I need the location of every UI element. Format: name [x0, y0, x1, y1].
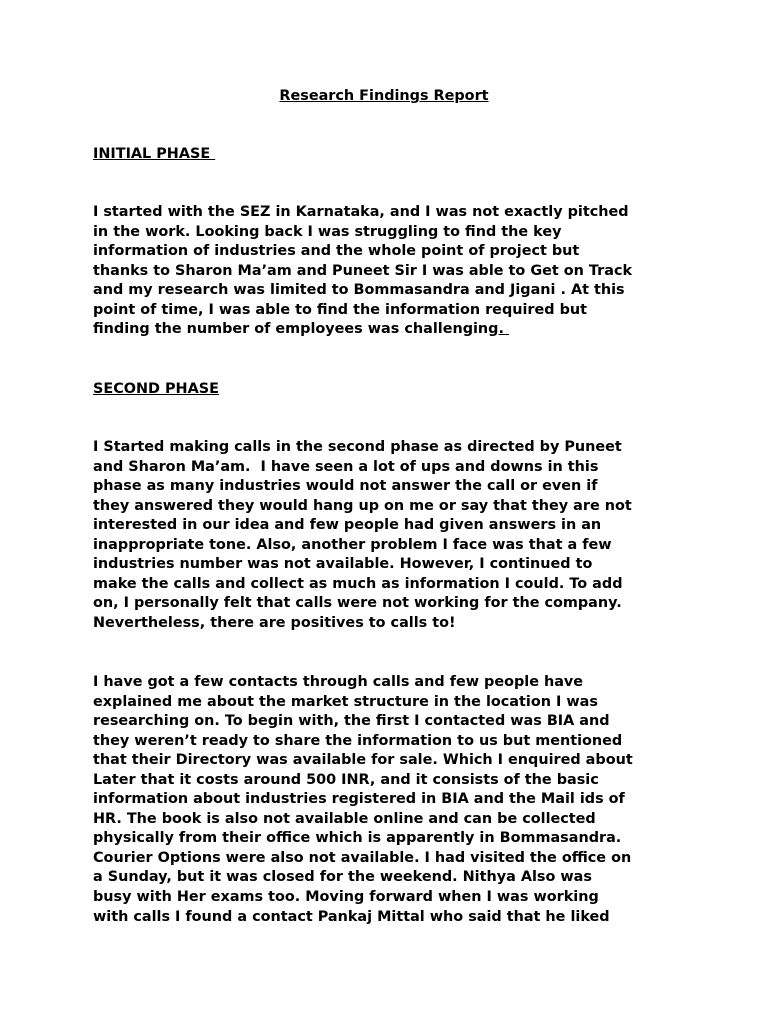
paragraph-line: physically from their office which is apparently in Bommasandra. — [93, 830, 622, 847]
section-heading-initial-phase: INITIAL PHASE — [93, 146, 216, 162]
paragraph-initial-phase — [93, 203, 683, 340]
paragraph-line: I have got a few contacts through calls and few people have — [93, 674, 584, 690]
paragraph-line: HR. The book is also not available online and can be collected — [93, 810, 596, 827]
paragraph-line: I Started making calls in the second phase as directed by Puneet — [93, 439, 622, 455]
paragraph-line: inappropriate tone. Also, another problem I face was that a few — [93, 536, 612, 553]
underlined-period: . — [498, 321, 509, 338]
paragraph-line: and Sharon Ma’am. I have seen a lot of ups and downs in this — [93, 458, 599, 475]
paragraph-line-text: finding the number of employees was challenging — [93, 321, 499, 338]
paragraph-line: thanks to Sharon Ma’am and Puneet Sir I was able to Get on Track — [93, 262, 633, 279]
section-heading-second-phase: SECOND PHASE — [93, 381, 219, 397]
paragraph-line: a Sunday, but it was closed for the weekend. Nithya Also was — [93, 869, 592, 886]
paragraph-line: phase as many industries would not answer the call or even if — [93, 478, 598, 495]
paragraph-line: busy with Her exams too. Moving forward when I was working — [93, 889, 599, 906]
paragraph-line: Later that it costs around 500 INR, and it consists of the basic — [93, 771, 599, 788]
paragraph-line: information about industries registered in BIA and the Mail ids of — [93, 791, 625, 808]
paragraph-line: on, I personally felt that calls were not working for the company. — [93, 595, 622, 612]
paragraph-line: with calls I found a contact Pankaj Mittal who said that he liked — [93, 908, 610, 925]
paragraph-line: Courier Options were also not available. I had visited the office on — [93, 849, 632, 866]
paragraph-line: I started with the SEZ in Karnataka, and I was not exactly pitched — [93, 204, 629, 220]
paragraph-line: in the work. Looking back I was struggling to find the key — [93, 223, 562, 240]
paragraph-line: researching on. To begin with, the first I contacted was BIA and — [93, 713, 610, 730]
paragraph-line: explained me about the market structure in the location I was — [93, 693, 598, 710]
document-title: Research Findings Report — [279, 88, 489, 104]
paragraph-line: interested in our idea and few people had given answers in an — [93, 517, 602, 534]
paragraph-line: they answered they would hang up on me or say that they are not — [93, 497, 632, 514]
paragraph-second-phase-2 — [93, 673, 683, 927]
paragraph-line-last — [93, 320, 683, 340]
paragraph-line: Nevertheless, there are positives to calls to! — [93, 614, 456, 631]
paragraph-line: that their Directory was available for sale. Which I enquired about — [93, 752, 633, 769]
paragraph-line: make the calls and collect as much as information I could. To add — [93, 575, 623, 592]
paragraph-line: information of industries and the whole point of project but — [93, 243, 580, 260]
paragraph-second-phase-1 — [93, 438, 683, 633]
paragraph-line: point of time, I was able to find the information required but — [93, 301, 588, 318]
paragraph-line: they weren’t ready to share the information to us but mentioned — [93, 732, 623, 749]
paragraph-line: industries number was not available. However, I continued to — [93, 556, 593, 573]
paragraph-line: and my research was limited to Bommasandra and Jigani . At this — [93, 282, 625, 299]
